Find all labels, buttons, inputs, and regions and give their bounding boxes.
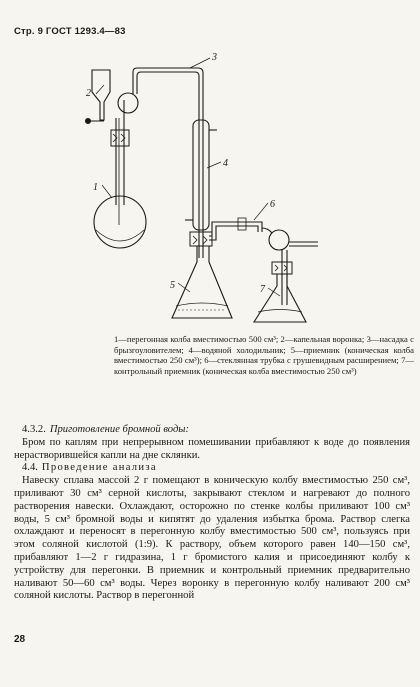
section-4-4-number: 4.4. (22, 462, 38, 474)
receiver-flask (172, 246, 232, 318)
splash-head-bulb (118, 93, 138, 113)
figure-label-5: 5 (170, 280, 175, 291)
section-4-3-2-text: Бром по каплям при непрерывном помешивании прибавляют к воде до появления нерастворившейся капли на дне склянки. (14, 436, 410, 461)
page-number: 28 (14, 634, 26, 645)
distillation-apparatus-figure (0, 52, 420, 325)
page-header: Стр. 9 ГОСТ 1293.4—83 (14, 26, 126, 37)
figure-label-7: 7 (260, 284, 265, 295)
body-text (14, 424, 410, 603)
section-4-4-heading (14, 462, 410, 475)
control-receiver-flask (254, 274, 306, 322)
dropping-funnel (92, 70, 110, 120)
section-4-4-text: Навеску сплава массой 2 г помещают в коническую колбу вместимостью 250 см³, приливают 30 см³ серной кислоты, закрывают стеклом и нагревают до полного растворения навески. Охлаждают, осторожно по стенке колбы приливают 100 см³ воды, 5 см³ бромной воды и кипятят до удаления избытка брома. Раствор слегка охлаждают и переносят в перегонную колбу вместимостью 500 см³, пользуясь при этом соляной кислотой (1:9). К раствору, объем которого равен 140—150 см³, прибавляют 1—2 г гидразина, 1 г бромистого калия и присоединяют колбу к устройству для перегонки. В приемник и контрольный приемник предварительно наливают 50—60 см³ воды. Через воронку в перегонную колбу наливают 200 см³ соляной кислоты. Раствор в перегонной (14, 475, 410, 602)
caption-text: 1—перегонная колба вместимостью 500 см³; 2—капельная воронка; 3—насадка с брызгоуловителем; 4—водяной холодильник; 5—приемник (коническая колба вместимостью 250 см³); 6—стеклянная трубка с грушевидным расширением; 7—контрольный приемник (коническая колба вместимостью 250 см³) (114, 334, 414, 376)
figure-label-1: 1 (93, 182, 98, 193)
figure-label-3: 3 (212, 52, 217, 63)
section-4-3-2-heading (14, 424, 410, 437)
water-condenser (193, 120, 209, 230)
distillation-flask (94, 196, 146, 248)
section-4-3-2-title: Приготовление бромной воды: (49, 424, 190, 435)
figure-caption (114, 334, 414, 376)
figure-label-4: 4 (223, 158, 228, 169)
section-4-4-title: Проведение анализа (41, 462, 157, 474)
section-4-3-2-number: 4.3.2. (22, 424, 46, 435)
figure-label-6: 6 (270, 199, 275, 210)
figure-label-2: 2 (86, 88, 91, 99)
